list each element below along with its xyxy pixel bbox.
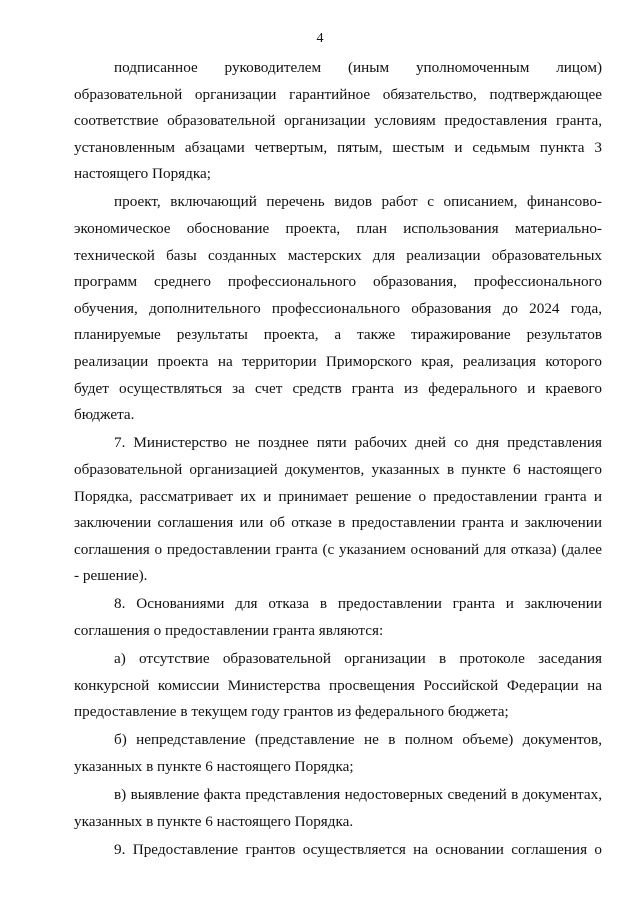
paragraph-subitem-v: в) выявление факта представления недостоверных сведений в документах, указанных в пункте 6 настоящего Порядка.: [74, 786, 602, 830]
paragraph-subitem-b: б) непредставление (представление не в полном объеме) документов, указанных в пункте 6 настоящего Порядка;: [74, 731, 602, 775]
paragraph-item-8: 8. Основаниями для отказа в предоставлении гранта и заключении соглашения о предоставлении гранта являются:: [74, 595, 602, 639]
paragraph-item-9: 9. Предоставление грантов осуществляется на основании соглашения о: [114, 840, 602, 858]
paragraph-guarantee-obligation: подписанное руководителем (иным уполномоченным лицом) образовательной организации гарантийное обязательство, подтверждающее соответствие образовательной организации условиям предоставления гранта, установленным абзацами четвертым, пятым, шестым и седьмым пункта 3 настоящего Порядка;: [74, 59, 602, 183]
page-number: 4: [316, 31, 324, 46]
paragraph-project-description: проект, включающий перечень видов работ с описанием, финансово-экономическое обоснование проекта, план использования материально-технической базы созданных мастерских для реализации образовательных программ среднего профессионального образования, профессионального обучения, дополнительного профессионального образования до 2024 года, планируемые результаты проекта, а также тиражирование результатов реализации проекта на территории Приморского края, реализация которого будет осуществляться за счет средств гранта из федерального и краевого бюджета.: [74, 193, 602, 424]
paragraph-item-7: 7. Министерство не позднее пяти рабочих дней со дня представления образовательной организацией документов, указанных в пункте 6 настоящего Порядка, рассматривает их и принимает решение о предоставлении гранта и заключении соглашения или об отказе в предоставлении гранта и заключении соглашения о предоставлении гранта (с указанием оснований для отказа) (далее - решение).: [74, 434, 602, 585]
paragraph-subitem-a: а) отсутствие образовательной организации в протоколе заседания конкурсной комиссии Министерства просвещения Российской Федерации на предоставление в текущем году грантов из федерального бюджета;: [74, 650, 602, 721]
document-body: [74, 55, 602, 863]
